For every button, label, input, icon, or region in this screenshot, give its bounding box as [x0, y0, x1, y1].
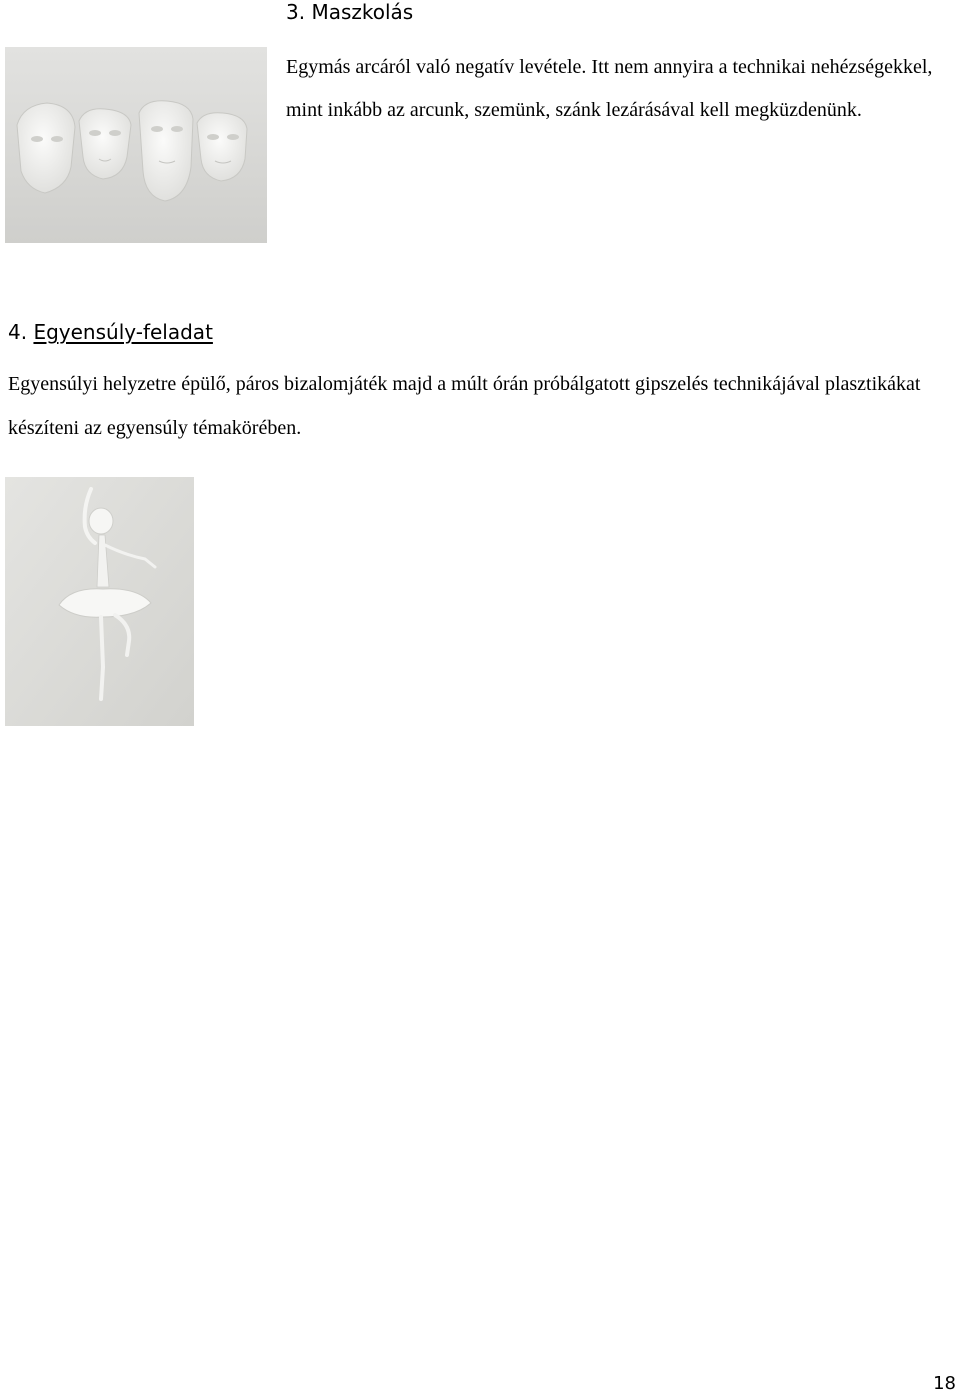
section-4-heading: [8, 320, 213, 344]
section-3-paragraph: Egymás arcáról való negatív levétele. Itt nem annyira a technikai nehézségekkel, mint inkább az arcunk, szemünk, szánk lezárásával kell megküzdenünk.: [286, 56, 933, 121]
plaster-ballerina-sculpture-photo: [5, 477, 194, 726]
section-3-number: 3.: [286, 0, 306, 24]
section-4-number: 4.: [8, 320, 28, 344]
section-4-title: Egyensúly-feladat: [33, 320, 213, 344]
page-number: 18: [933, 1373, 956, 1394]
section-4-paragraph: Egyensúlyi helyzetre épülő, páros bizalomjáték majd a múlt órán próbálgatott gipszelés technikájával plasztikákat készíteni az egyensúly témakörében.: [8, 373, 921, 439]
section-3-heading: [286, 0, 413, 24]
plaster-masks-photo: [5, 47, 267, 243]
section-3-title: Maszkolás: [311, 0, 414, 24]
